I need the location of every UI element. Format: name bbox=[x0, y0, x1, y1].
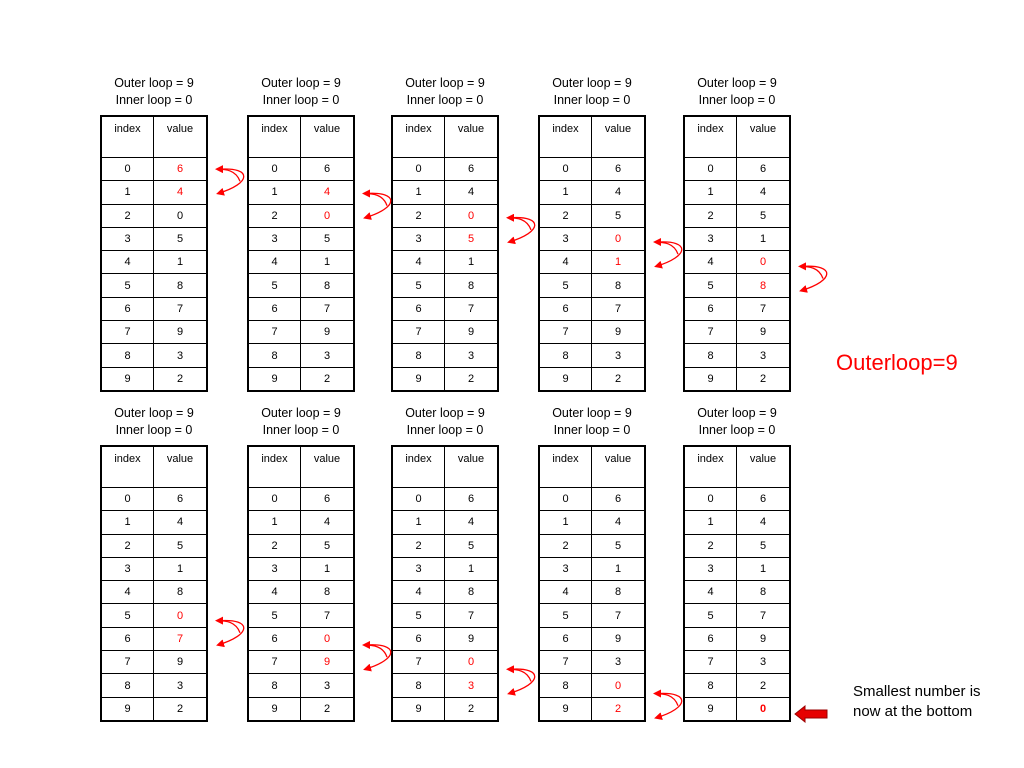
index-cell: 4 bbox=[539, 581, 592, 604]
value-header: value bbox=[737, 446, 791, 488]
index-cell: 8 bbox=[539, 344, 592, 367]
value-cell: 4 bbox=[301, 181, 355, 204]
outer-loop-label: Outer loop = 9 bbox=[697, 76, 777, 90]
index-header: index bbox=[101, 446, 154, 488]
index-cell: 1 bbox=[392, 511, 445, 534]
value-cell: 3 bbox=[592, 344, 646, 367]
index-cell: 4 bbox=[248, 251, 301, 274]
index-cell: 4 bbox=[539, 251, 592, 274]
index-cell: 9 bbox=[684, 367, 737, 391]
index-cell: 9 bbox=[392, 697, 445, 721]
index-cell: 8 bbox=[392, 344, 445, 367]
value-cell: 2 bbox=[445, 367, 499, 391]
index-cell: 5 bbox=[539, 604, 592, 627]
value-cell: 0 bbox=[301, 204, 355, 227]
index-cell: 6 bbox=[539, 627, 592, 650]
index-cell: 0 bbox=[248, 158, 301, 181]
index-cell: 4 bbox=[101, 251, 154, 274]
index-cell: 1 bbox=[684, 511, 737, 534]
value-cell: 3 bbox=[737, 651, 791, 674]
value-cell: 6 bbox=[301, 488, 355, 511]
value-cell: 4 bbox=[301, 511, 355, 534]
index-cell: 7 bbox=[392, 651, 445, 674]
value-cell: 3 bbox=[301, 344, 355, 367]
index-cell: 1 bbox=[101, 511, 154, 534]
index-cell: 2 bbox=[539, 204, 592, 227]
index-cell: 2 bbox=[248, 534, 301, 557]
index-cell: 0 bbox=[101, 488, 154, 511]
value-cell: 7 bbox=[592, 297, 646, 320]
index-cell: 2 bbox=[684, 204, 737, 227]
value-cell: 0 bbox=[592, 674, 646, 697]
value-cell: 6 bbox=[737, 488, 791, 511]
index-cell: 3 bbox=[101, 557, 154, 580]
swap-arrow-icon bbox=[364, 193, 391, 217]
index-cell: 2 bbox=[248, 204, 301, 227]
value-cell: 4 bbox=[737, 181, 791, 204]
index-header: index bbox=[684, 446, 737, 488]
index-cell: 2 bbox=[392, 204, 445, 227]
index-cell: 4 bbox=[684, 251, 737, 274]
index-cell: 7 bbox=[101, 321, 154, 344]
index-cell: 8 bbox=[248, 674, 301, 697]
value-cell: 4 bbox=[154, 511, 208, 534]
index-cell: 1 bbox=[248, 181, 301, 204]
inner-loop-label: Inner loop = 0 bbox=[698, 423, 776, 437]
index-cell: 1 bbox=[392, 181, 445, 204]
inner-loop-label: Inner loop = 0 bbox=[262, 93, 340, 107]
index-cell: 5 bbox=[539, 274, 592, 297]
index-cell: 8 bbox=[684, 344, 737, 367]
value-header: value bbox=[737, 116, 791, 158]
index-cell: 2 bbox=[539, 534, 592, 557]
value-cell: 8 bbox=[737, 274, 791, 297]
index-cell: 3 bbox=[248, 227, 301, 250]
value-cell: 8 bbox=[592, 581, 646, 604]
value-cell: 5 bbox=[154, 534, 208, 557]
value-cell: 2 bbox=[154, 367, 208, 391]
value-cell: 3 bbox=[592, 651, 646, 674]
value-header: value bbox=[445, 116, 499, 158]
index-header: index bbox=[684, 116, 737, 158]
value-cell: 2 bbox=[445, 697, 499, 721]
pointer-block-arrow-icon bbox=[795, 706, 827, 722]
value-cell: 9 bbox=[592, 627, 646, 650]
index-cell: 3 bbox=[248, 557, 301, 580]
value-cell: 4 bbox=[154, 181, 208, 204]
value-cell: 4 bbox=[737, 511, 791, 534]
value-cell: 4 bbox=[445, 511, 499, 534]
value-cell: 1 bbox=[737, 557, 791, 580]
index-cell: 6 bbox=[684, 627, 737, 650]
value-cell: 2 bbox=[154, 697, 208, 721]
outer-loop-label: Outer loop = 9 bbox=[552, 76, 632, 90]
value-cell: 7 bbox=[301, 297, 355, 320]
swap-arrow-icon bbox=[655, 242, 682, 266]
value-cell: 6 bbox=[154, 488, 208, 511]
index-cell: 3 bbox=[392, 227, 445, 250]
value-header: value bbox=[154, 116, 208, 158]
index-cell: 8 bbox=[392, 674, 445, 697]
inner-loop-label: Inner loop = 0 bbox=[406, 93, 484, 107]
index-cell: 6 bbox=[392, 297, 445, 320]
value-cell: 9 bbox=[737, 321, 791, 344]
index-cell: 0 bbox=[101, 158, 154, 181]
index-header: index bbox=[392, 116, 445, 158]
index-cell: 6 bbox=[539, 297, 592, 320]
index-cell: 0 bbox=[539, 158, 592, 181]
index-cell: 4 bbox=[684, 581, 737, 604]
value-cell: 9 bbox=[154, 651, 208, 674]
value-cell: 7 bbox=[445, 604, 499, 627]
value-cell: 2 bbox=[737, 674, 791, 697]
value-cell: 7 bbox=[154, 297, 208, 320]
outer-loop-label: Outer loop = 9 bbox=[697, 406, 777, 420]
index-cell: 7 bbox=[101, 651, 154, 674]
value-cell: 2 bbox=[301, 697, 355, 721]
index-cell: 0 bbox=[392, 488, 445, 511]
value-cell: 1 bbox=[154, 557, 208, 580]
index-header: index bbox=[539, 116, 592, 158]
index-cell: 5 bbox=[101, 274, 154, 297]
index-cell: 3 bbox=[539, 557, 592, 580]
value-cell: 8 bbox=[445, 274, 499, 297]
outer-loop-label: Outer loop = 9 bbox=[405, 406, 485, 420]
value-cell: 3 bbox=[154, 344, 208, 367]
index-cell: 9 bbox=[248, 367, 301, 391]
value-cell: 6 bbox=[154, 158, 208, 181]
index-cell: 7 bbox=[684, 651, 737, 674]
value-header: value bbox=[592, 446, 646, 488]
outer-loop-label: Outer loop = 9 bbox=[114, 76, 194, 90]
value-cell: 5 bbox=[154, 227, 208, 250]
value-cell: 7 bbox=[737, 297, 791, 320]
index-cell: 9 bbox=[392, 367, 445, 391]
outer-loop-label: Outer loop = 9 bbox=[114, 406, 194, 420]
index-cell: 3 bbox=[539, 227, 592, 250]
index-cell: 7 bbox=[248, 651, 301, 674]
index-cell: 1 bbox=[539, 511, 592, 534]
value-cell: 3 bbox=[301, 674, 355, 697]
value-cell: 8 bbox=[154, 581, 208, 604]
index-cell: 1 bbox=[101, 181, 154, 204]
value-cell: 1 bbox=[592, 557, 646, 580]
value-cell: 5 bbox=[445, 534, 499, 557]
value-cell: 0 bbox=[445, 204, 499, 227]
value-header: value bbox=[445, 446, 499, 488]
index-cell: 5 bbox=[684, 274, 737, 297]
value-cell: 8 bbox=[301, 581, 355, 604]
index-cell: 6 bbox=[248, 297, 301, 320]
index-cell: 1 bbox=[539, 181, 592, 204]
value-header: value bbox=[301, 446, 355, 488]
swap-arrow-icon bbox=[217, 169, 244, 193]
index-cell: 9 bbox=[101, 367, 154, 391]
inner-loop-label: Inner loop = 0 bbox=[553, 423, 631, 437]
value-cell: 7 bbox=[445, 297, 499, 320]
value-cell: 4 bbox=[445, 181, 499, 204]
index-cell: 2 bbox=[101, 204, 154, 227]
index-cell: 8 bbox=[101, 344, 154, 367]
value-cell: 1 bbox=[301, 557, 355, 580]
value-cell: 5 bbox=[301, 534, 355, 557]
index-cell: 5 bbox=[392, 274, 445, 297]
value-header: value bbox=[154, 446, 208, 488]
value-cell: 8 bbox=[737, 581, 791, 604]
index-cell: 8 bbox=[684, 674, 737, 697]
index-cell: 6 bbox=[684, 297, 737, 320]
index-header: index bbox=[248, 116, 301, 158]
index-cell: 7 bbox=[392, 321, 445, 344]
value-cell: 1 bbox=[592, 251, 646, 274]
index-cell: 8 bbox=[539, 674, 592, 697]
index-cell: 4 bbox=[248, 581, 301, 604]
value-header: value bbox=[592, 116, 646, 158]
value-cell: 7 bbox=[154, 627, 208, 650]
value-cell: 2 bbox=[592, 697, 646, 721]
outer-loop-label: Outer loop = 9 bbox=[261, 76, 341, 90]
value-cell: 5 bbox=[737, 204, 791, 227]
index-cell: 0 bbox=[392, 158, 445, 181]
index-cell: 8 bbox=[101, 674, 154, 697]
index-cell: 5 bbox=[392, 604, 445, 627]
value-cell: 5 bbox=[592, 204, 646, 227]
index-header: index bbox=[248, 446, 301, 488]
value-cell: 6 bbox=[592, 158, 646, 181]
value-cell: 1 bbox=[445, 557, 499, 580]
index-cell: 0 bbox=[684, 488, 737, 511]
smallest-number-note: Smallest number is now at the bottom bbox=[853, 683, 981, 720]
value-cell: 0 bbox=[301, 627, 355, 650]
index-cell: 6 bbox=[101, 627, 154, 650]
value-cell: 7 bbox=[301, 604, 355, 627]
index-header: index bbox=[101, 116, 154, 158]
value-cell: 1 bbox=[737, 227, 791, 250]
index-cell: 1 bbox=[248, 511, 301, 534]
index-cell: 3 bbox=[392, 557, 445, 580]
index-cell: 6 bbox=[392, 627, 445, 650]
index-cell: 0 bbox=[248, 488, 301, 511]
index-cell: 5 bbox=[684, 604, 737, 627]
inner-loop-label: Inner loop = 0 bbox=[115, 93, 193, 107]
value-header: value bbox=[301, 116, 355, 158]
value-cell: 4 bbox=[592, 511, 646, 534]
value-cell: 6 bbox=[445, 488, 499, 511]
index-header: index bbox=[539, 446, 592, 488]
swap-arrow-icon bbox=[800, 266, 827, 290]
index-cell: 7 bbox=[248, 321, 301, 344]
value-cell: 9 bbox=[445, 321, 499, 344]
value-cell: 9 bbox=[301, 321, 355, 344]
value-cell: 7 bbox=[737, 604, 791, 627]
index-cell: 4 bbox=[101, 581, 154, 604]
value-cell: 0 bbox=[154, 204, 208, 227]
index-cell: 0 bbox=[684, 158, 737, 181]
index-cell: 0 bbox=[539, 488, 592, 511]
inner-loop-label: Inner loop = 0 bbox=[262, 423, 340, 437]
index-cell: 9 bbox=[539, 697, 592, 721]
index-cell: 5 bbox=[101, 604, 154, 627]
value-cell: 3 bbox=[445, 674, 499, 697]
value-cell: 3 bbox=[445, 344, 499, 367]
value-cell: 1 bbox=[445, 251, 499, 274]
value-cell: 6 bbox=[592, 488, 646, 511]
outer-loop-label: Outer loop = 9 bbox=[405, 76, 485, 90]
value-cell: 1 bbox=[154, 251, 208, 274]
index-cell: 2 bbox=[101, 534, 154, 557]
value-cell: 8 bbox=[592, 274, 646, 297]
swap-arrow-icon bbox=[655, 693, 682, 717]
value-cell: 2 bbox=[301, 367, 355, 391]
value-cell: 9 bbox=[737, 627, 791, 650]
value-cell: 2 bbox=[592, 367, 646, 391]
value-cell: 2 bbox=[737, 367, 791, 391]
value-cell: 9 bbox=[154, 321, 208, 344]
value-cell: 5 bbox=[445, 227, 499, 250]
value-cell: 0 bbox=[445, 651, 499, 674]
outer-loop-side-label: Outerloop=9 bbox=[836, 350, 958, 375]
value-cell: 3 bbox=[154, 674, 208, 697]
index-cell: 5 bbox=[248, 604, 301, 627]
index-cell: 9 bbox=[101, 697, 154, 721]
value-cell: 4 bbox=[592, 181, 646, 204]
swap-arrow-icon bbox=[217, 620, 244, 644]
index-cell: 9 bbox=[539, 367, 592, 391]
index-cell: 4 bbox=[392, 251, 445, 274]
value-cell: 0 bbox=[737, 251, 791, 274]
value-cell: 6 bbox=[445, 158, 499, 181]
inner-loop-label: Inner loop = 0 bbox=[553, 93, 631, 107]
value-cell: 0 bbox=[737, 697, 791, 721]
index-cell: 4 bbox=[392, 581, 445, 604]
index-cell: 8 bbox=[248, 344, 301, 367]
value-cell: 6 bbox=[301, 158, 355, 181]
value-cell: 5 bbox=[737, 534, 791, 557]
index-cell: 1 bbox=[684, 181, 737, 204]
value-cell: 9 bbox=[301, 651, 355, 674]
index-cell: 3 bbox=[684, 557, 737, 580]
index-cell: 7 bbox=[539, 321, 592, 344]
index-cell: 7 bbox=[539, 651, 592, 674]
value-cell: 1 bbox=[301, 251, 355, 274]
value-cell: 5 bbox=[301, 227, 355, 250]
outer-loop-label: Outer loop = 9 bbox=[261, 406, 341, 420]
value-cell: 6 bbox=[737, 158, 791, 181]
inner-loop-label: Inner loop = 0 bbox=[115, 423, 193, 437]
value-cell: 7 bbox=[592, 604, 646, 627]
value-cell: 8 bbox=[445, 581, 499, 604]
value-cell: 9 bbox=[592, 321, 646, 344]
index-cell: 9 bbox=[684, 697, 737, 721]
index-cell: 2 bbox=[684, 534, 737, 557]
index-header: index bbox=[392, 446, 445, 488]
value-cell: 5 bbox=[592, 534, 646, 557]
index-cell: 9 bbox=[248, 697, 301, 721]
value-cell: 9 bbox=[445, 627, 499, 650]
value-cell: 0 bbox=[592, 227, 646, 250]
index-cell: 6 bbox=[248, 627, 301, 650]
value-cell: 3 bbox=[737, 344, 791, 367]
index-cell: 7 bbox=[684, 321, 737, 344]
inner-loop-label: Inner loop = 0 bbox=[406, 423, 484, 437]
value-cell: 8 bbox=[301, 274, 355, 297]
index-cell: 5 bbox=[248, 274, 301, 297]
value-cell: 8 bbox=[154, 274, 208, 297]
index-cell: 3 bbox=[101, 227, 154, 250]
outer-loop-label: Outer loop = 9 bbox=[552, 406, 632, 420]
inner-loop-label: Inner loop = 0 bbox=[698, 93, 776, 107]
index-cell: 2 bbox=[392, 534, 445, 557]
value-cell: 0 bbox=[154, 604, 208, 627]
swap-arrow-icon bbox=[508, 218, 535, 242]
index-cell: 6 bbox=[101, 297, 154, 320]
index-cell: 3 bbox=[684, 227, 737, 250]
swap-arrow-icon bbox=[364, 645, 391, 669]
swap-arrow-icon bbox=[508, 669, 535, 693]
